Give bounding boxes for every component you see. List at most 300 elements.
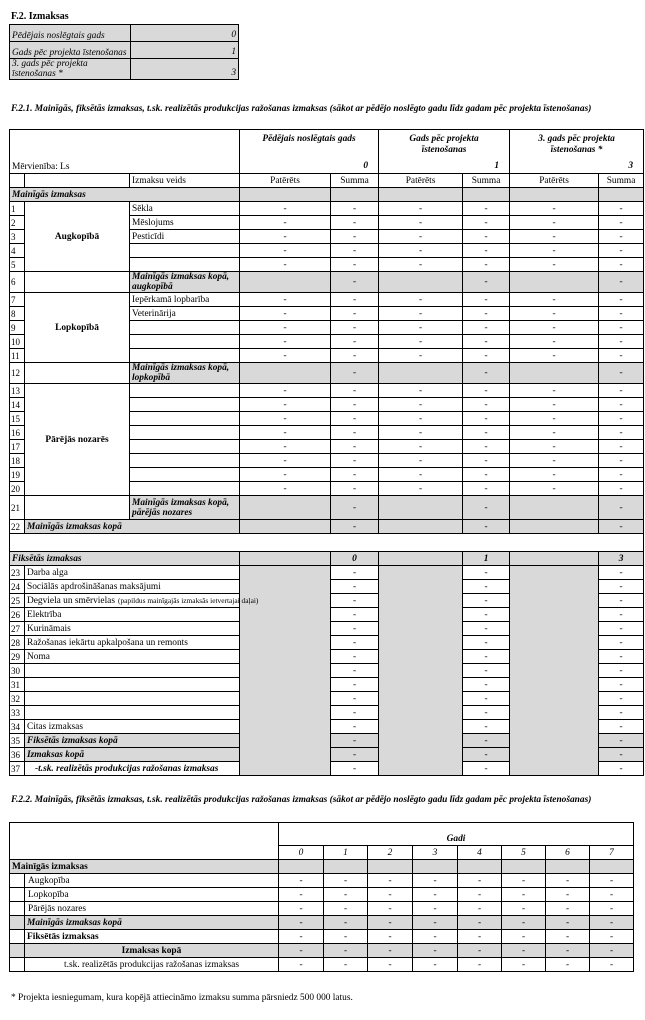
value-cell: - <box>331 244 379 258</box>
year-header: 0 <box>279 846 324 860</box>
year-header: 3 <box>413 846 458 860</box>
fixed-item-note: (papildus mainīgajās izmaksās ietvertajai daļai) <box>118 595 259 605</box>
value-cell: - <box>502 902 546 916</box>
value-cell: - <box>379 482 463 496</box>
value-cell: - <box>599 608 644 622</box>
value-cell: - <box>331 608 379 622</box>
total-label: Fiksētās izmaksas kopā <box>25 734 240 748</box>
value-cell: - <box>546 888 590 902</box>
row-number: 25 <box>10 594 25 608</box>
value-cell: - <box>510 384 599 398</box>
col-consumed: Patērēts <box>240 174 331 188</box>
row-number: 24 <box>10 580 25 594</box>
total-cell: - <box>463 363 510 384</box>
value-cell: - <box>599 412 644 426</box>
fixed-item-label <box>25 706 240 720</box>
value-cell: - <box>458 930 502 944</box>
value-cell: - <box>458 888 502 902</box>
cost-item <box>130 412 240 426</box>
total-cell: - <box>331 748 379 762</box>
row-number: 11 <box>10 349 25 363</box>
row-number: 37 <box>10 762 25 776</box>
total-cell: - <box>599 496 644 520</box>
value-cell: - <box>502 888 546 902</box>
table-row <box>10 293 644 307</box>
value-cell: - <box>510 440 599 454</box>
group-total-row <box>10 496 644 520</box>
value-cell: - <box>379 349 463 363</box>
value-cell: - <box>546 916 590 930</box>
value-cell: - <box>510 335 599 349</box>
fixed-item-label <box>25 664 240 678</box>
unit-label: Mērvienība: Ls <box>10 130 240 174</box>
value-cell: - <box>331 440 379 454</box>
row-number: 36 <box>10 748 25 762</box>
yearly-row-label: Pārējās nozares <box>25 902 279 916</box>
summary-label: Gads pēc projekta īstenošanas <box>10 42 131 59</box>
value-cell: - <box>331 622 379 636</box>
value-cell: - <box>599 580 644 594</box>
footnote: * Projekta iesniegumam, kura kopējā attiecināmo izmaksu summa pārsniedz 500 000 latus. <box>11 993 353 1003</box>
value-cell: - <box>368 874 413 888</box>
total-cell: - <box>331 272 379 293</box>
value-cell: - <box>331 636 379 650</box>
group-total-label: Mainīgās izmaksas kopā, pārējās nozares <box>130 496 240 520</box>
row-number: 30 <box>10 664 25 678</box>
row-number: 29 <box>10 650 25 664</box>
row-number: 22 <box>10 520 25 534</box>
col-sum: Summa <box>331 174 379 188</box>
value-cell: - <box>279 958 324 972</box>
group-total-row <box>10 363 644 384</box>
group-total-label: Mainīgās izmaksas kopā, augkopībā <box>130 272 240 293</box>
value-cell: - <box>599 258 644 272</box>
value-cell: - <box>368 930 413 944</box>
total-cell: - <box>331 762 379 776</box>
value-cell: - <box>279 874 324 888</box>
value-cell: - <box>502 930 546 944</box>
row-number: 21 <box>10 496 25 520</box>
value-cell: - <box>463 335 510 349</box>
period-value: 0 <box>331 552 379 566</box>
value-cell: - <box>331 307 379 321</box>
value-cell: - <box>590 916 634 930</box>
value-cell: - <box>331 202 379 216</box>
value-cell: - <box>463 398 510 412</box>
header-row <box>10 130 644 174</box>
cost-item <box>130 349 240 363</box>
value-cell: - <box>331 258 379 272</box>
value-cell: - <box>599 594 644 608</box>
row-number: 18 <box>10 454 25 468</box>
value-cell: - <box>463 482 510 496</box>
value-cell: - <box>463 566 510 580</box>
row-number: 33 <box>10 706 25 720</box>
value-cell: - <box>463 258 510 272</box>
value-cell: - <box>599 321 644 335</box>
period-value: 0 <box>363 161 369 171</box>
value-cell: - <box>379 398 463 412</box>
value-cell: - <box>510 244 599 258</box>
section-header-row <box>10 860 634 874</box>
total-cell: - <box>463 520 510 534</box>
value-cell: - <box>599 230 644 244</box>
total-label: -t.sk. realizētās produkcijas ražošanas izmaksas <box>25 762 240 776</box>
value-cell: - <box>240 202 331 216</box>
section-header-row <box>10 552 644 566</box>
value-cell: - <box>458 916 502 930</box>
value-cell: - <box>590 888 634 902</box>
value-cell: - <box>510 202 599 216</box>
cost-item <box>130 440 240 454</box>
total-cell: - <box>599 363 644 384</box>
header-row <box>10 174 644 188</box>
row-number: 31 <box>10 678 25 692</box>
year-header: 5 <box>502 846 546 860</box>
value-cell: - <box>379 307 463 321</box>
cost-item: Iepērkamā lopbarība <box>130 293 240 307</box>
period-label: 3. gads pēc projekta īstenošanas * <box>538 134 615 155</box>
table-row <box>10 944 634 958</box>
cost-item: Mēslojums <box>130 216 240 230</box>
fixed-item-label <box>25 594 259 608</box>
row-number: 20 <box>10 482 25 496</box>
value-cell: - <box>463 580 510 594</box>
period-label: Gads pēc projekta īstenošanas <box>409 134 479 155</box>
value-cell: - <box>331 706 379 720</box>
cost-item: Veterinārija <box>130 307 240 321</box>
years-label: Gadi <box>279 823 634 846</box>
row-number: 6 <box>10 272 25 293</box>
value-cell: - <box>590 944 634 958</box>
row-number: 35 <box>10 734 25 748</box>
summary-value: 1 <box>131 42 239 59</box>
col-sum: Summa <box>463 174 510 188</box>
value-cell: - <box>331 293 379 307</box>
value-cell: - <box>599 440 644 454</box>
value-cell: - <box>458 958 502 972</box>
period-label: Pēdējais noslēgtais gads <box>262 134 356 144</box>
fixed-item-text: Darba alga <box>27 567 68 578</box>
value-cell: - <box>379 293 463 307</box>
period-header <box>379 130 510 174</box>
value-cell: - <box>510 412 599 426</box>
value-cell: - <box>599 398 644 412</box>
value-cell: - <box>379 230 463 244</box>
value-cell: - <box>599 349 644 363</box>
fixed-item-text: Citas izmaksas <box>27 721 83 732</box>
section2-title: F.2.2. Mainīgās, fiksētās izmaksas, t.sk. realizētās produkcijas ražošanas izmaksas (sākot ar pēdējo noslēgto gadu līdz gadam pēc projekta īstenošanas) <box>11 795 592 805</box>
total-cell: - <box>463 762 510 776</box>
yearly-row-label: Lopkopība <box>25 888 279 902</box>
value-cell: - <box>368 958 413 972</box>
summary-label: 3. gads pēc projekta īstenošanas * <box>10 59 131 80</box>
summary-value: 3 <box>131 59 239 80</box>
value-cell: - <box>368 916 413 930</box>
value-cell: - <box>463 622 510 636</box>
total-cell: - <box>463 272 510 293</box>
value-cell: - <box>599 202 644 216</box>
row-number: 26 <box>10 608 25 622</box>
value-cell: - <box>379 454 463 468</box>
value-cell: - <box>599 482 644 496</box>
value-cell: - <box>331 720 379 734</box>
value-cell: - <box>546 930 590 944</box>
fixed-item-label <box>25 720 240 734</box>
cost-item <box>130 468 240 482</box>
value-cell: - <box>510 468 599 482</box>
value-cell: - <box>510 482 599 496</box>
table-row <box>10 202 644 216</box>
value-cell: - <box>279 916 324 930</box>
year-header: 7 <box>590 846 634 860</box>
col-sum: Summa <box>599 174 644 188</box>
value-cell: - <box>379 258 463 272</box>
value-cell: - <box>379 244 463 258</box>
value-cell: - <box>331 650 379 664</box>
value-cell: - <box>463 244 510 258</box>
value-cell: - <box>599 335 644 349</box>
summary-row <box>10 25 239 42</box>
value-cell: - <box>546 874 590 888</box>
group-label-livestock: Lopkopībā <box>25 293 130 363</box>
fixed-item-text: Ražošanas iekārtu apkalpošana un remonts <box>27 637 188 648</box>
value-cell: - <box>413 930 458 944</box>
total-cell: - <box>599 748 644 762</box>
value-cell: - <box>413 958 458 972</box>
col-consumed: Patērēts <box>379 174 463 188</box>
value-cell: - <box>463 692 510 706</box>
value-cell: - <box>331 412 379 426</box>
year-header: 6 <box>546 846 590 860</box>
variable-costs-header: Mainīgās izmaksas <box>10 860 279 874</box>
period-value: 3 <box>628 161 634 171</box>
summary-label: Pēdējais noslēgtais gads <box>10 25 131 42</box>
yearly-row-label: Izmaksas kopā <box>25 944 279 958</box>
fixed-item-label <box>25 692 240 706</box>
value-cell: - <box>324 944 368 958</box>
value-cell: - <box>279 888 324 902</box>
summary-row <box>10 42 239 59</box>
period-value: 3 <box>599 552 644 566</box>
value-cell: - <box>324 916 368 930</box>
value-cell: - <box>463 678 510 692</box>
variable-total-label: Mainīgās izmaksas kopā <box>25 520 240 534</box>
value-cell: - <box>458 874 502 888</box>
row-number: 3 <box>10 230 25 244</box>
table-row <box>10 930 634 944</box>
value-cell: - <box>590 958 634 972</box>
period-header <box>510 130 644 174</box>
value-cell: - <box>458 944 502 958</box>
value-cell: - <box>463 202 510 216</box>
row-number: 13 <box>10 384 25 398</box>
value-cell: - <box>331 594 379 608</box>
value-cell: - <box>324 888 368 902</box>
value-cell: - <box>240 321 331 335</box>
cost-item <box>130 426 240 440</box>
value-cell: - <box>599 706 644 720</box>
value-cell: - <box>502 916 546 930</box>
value-cell: - <box>240 349 331 363</box>
value-cell: - <box>331 566 379 580</box>
value-cell: - <box>413 874 458 888</box>
section-header-row <box>10 188 644 202</box>
value-cell: - <box>599 692 644 706</box>
value-cell: - <box>463 664 510 678</box>
value-cell: - <box>331 349 379 363</box>
fixed-item-label <box>25 650 240 664</box>
value-cell: - <box>331 321 379 335</box>
value-cell: - <box>546 902 590 916</box>
value-cell: - <box>463 594 510 608</box>
cost-item <box>130 454 240 468</box>
group-total-row <box>10 272 644 293</box>
period-value: 1 <box>494 161 500 171</box>
value-cell: - <box>463 216 510 230</box>
value-cell: - <box>331 678 379 692</box>
value-cell: - <box>510 349 599 363</box>
row-number: 12 <box>10 363 25 384</box>
row-number: 19 <box>10 468 25 482</box>
yearly-row-label: Mainīgās izmaksas kopā <box>25 916 279 930</box>
col-consumed: Patērēts <box>510 174 599 188</box>
value-cell: - <box>331 384 379 398</box>
yearly-costs-table <box>9 822 634 972</box>
summary-row <box>10 59 239 80</box>
table-row <box>10 384 644 398</box>
yearly-row-label: Augkopība <box>25 874 279 888</box>
value-cell: - <box>240 293 331 307</box>
value-cell: - <box>379 202 463 216</box>
row-number: 2 <box>10 216 25 230</box>
value-cell: - <box>240 412 331 426</box>
total-cell: - <box>599 734 644 748</box>
row-number: 9 <box>10 321 25 335</box>
value-cell: - <box>463 293 510 307</box>
group-label-crop: Augkopībā <box>25 202 130 272</box>
value-cell: - <box>240 426 331 440</box>
total-cell: - <box>331 363 379 384</box>
cost-type-label: Izmaksu veids <box>130 174 240 188</box>
row-number: 1 <box>10 202 25 216</box>
fixed-item-label <box>25 580 240 594</box>
value-cell: - <box>599 622 644 636</box>
value-cell: - <box>463 636 510 650</box>
value-cell: - <box>599 426 644 440</box>
value-cell: - <box>463 468 510 482</box>
cost-item <box>130 244 240 258</box>
cost-item <box>130 398 240 412</box>
value-cell: - <box>599 216 644 230</box>
value-cell: - <box>240 454 331 468</box>
table-row <box>10 566 644 580</box>
value-cell: - <box>510 321 599 335</box>
value-cell: - <box>510 454 599 468</box>
value-cell: - <box>413 916 458 930</box>
yearly-row-label: t.sk. realizētās produkcijas ražošanas izmaksas <box>25 958 279 972</box>
total-cell: - <box>599 762 644 776</box>
fixed-item-label <box>25 566 240 580</box>
value-cell: - <box>331 692 379 706</box>
value-cell: - <box>458 902 502 916</box>
value-cell: - <box>463 349 510 363</box>
value-cell: - <box>510 307 599 321</box>
value-cell: - <box>379 426 463 440</box>
value-cell: - <box>599 454 644 468</box>
value-cell: - <box>324 958 368 972</box>
row-number: 27 <box>10 622 25 636</box>
value-cell: - <box>331 426 379 440</box>
value-cell: - <box>240 216 331 230</box>
page-title: F.2. Izmaksas <box>11 11 69 22</box>
value-cell: - <box>379 384 463 398</box>
cost-item <box>130 384 240 398</box>
value-cell: - <box>599 244 644 258</box>
value-cell: - <box>599 636 644 650</box>
value-cell: - <box>599 384 644 398</box>
total-cell: - <box>463 748 510 762</box>
table-row <box>10 916 634 930</box>
row-number: 34 <box>10 720 25 734</box>
value-cell: - <box>331 468 379 482</box>
value-cell: - <box>324 902 368 916</box>
value-cell: - <box>463 454 510 468</box>
year-header: 1 <box>324 846 368 860</box>
fixed-item-text: Elektrība <box>27 609 62 620</box>
value-cell: - <box>510 398 599 412</box>
fixed-item-label <box>25 636 240 650</box>
fixed-item-text: Kurināmais <box>27 623 71 634</box>
value-cell: - <box>502 874 546 888</box>
value-cell: - <box>413 902 458 916</box>
row-number: 14 <box>10 398 25 412</box>
value-cell: - <box>546 958 590 972</box>
variable-costs-header: Mainīgās izmaksas <box>10 188 240 202</box>
value-cell: - <box>463 650 510 664</box>
value-cell: - <box>510 426 599 440</box>
cost-item <box>130 321 240 335</box>
total-label: Izmaksas kopā <box>25 748 240 762</box>
value-cell: - <box>599 307 644 321</box>
row-number: 5 <box>10 258 25 272</box>
value-cell: - <box>331 664 379 678</box>
value-cell: - <box>463 720 510 734</box>
value-cell: - <box>463 426 510 440</box>
total-cell: - <box>463 496 510 520</box>
cost-item <box>130 335 240 349</box>
value-cell: - <box>379 321 463 335</box>
total-cell: - <box>331 520 379 534</box>
row-number: 4 <box>10 244 25 258</box>
yearly-row-label: Fiksētās izmaksas <box>25 930 279 944</box>
fixed-item-label <box>25 622 240 636</box>
value-cell: - <box>463 384 510 398</box>
value-cell: - <box>413 944 458 958</box>
value-cell: - <box>324 874 368 888</box>
period-value: 1 <box>463 552 510 566</box>
value-cell: - <box>510 216 599 230</box>
group-label-other: Pārējās nozarēs <box>25 384 130 496</box>
value-cell: - <box>240 258 331 272</box>
value-cell: - <box>331 580 379 594</box>
value-cell: - <box>240 468 331 482</box>
cost-item <box>130 258 240 272</box>
value-cell: - <box>599 468 644 482</box>
fixed-item-text: Sociālās apdrošināšanas maksājumi <box>27 581 161 592</box>
value-cell: - <box>510 258 599 272</box>
variable-total-row <box>10 520 644 534</box>
